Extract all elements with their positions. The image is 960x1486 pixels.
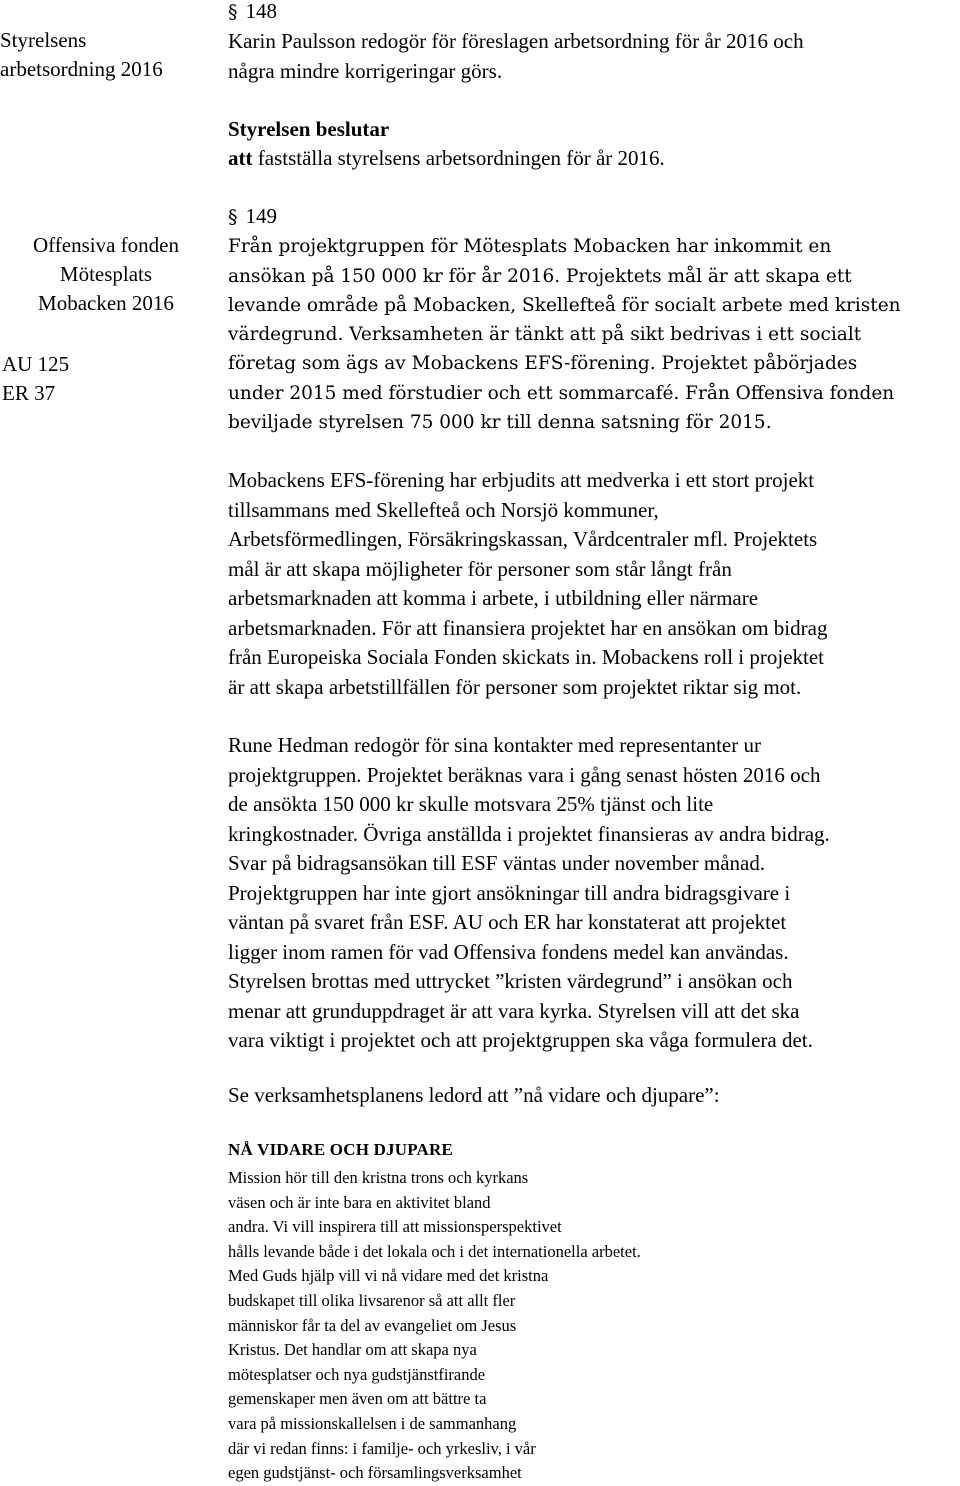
paragraph-line: kringkostnader. Övriga anställda i projektet finansieras av andra bidrag. bbox=[228, 821, 830, 846]
decision-text: fastställa styrelsens arbetsordningen för år 2016. bbox=[252, 146, 665, 171]
paragraph-line: Projektgruppen har inte gjort ansökningar till andra bidragsgivare i bbox=[228, 880, 791, 905]
margin-note-offensiva-fonden bbox=[0, 231, 212, 318]
mission-line: människor får ta del av evangeliet om Jesus bbox=[228, 1315, 517, 1335]
paragraph-line: värdegrund. Verksamheten är tänkt att på sikt bedrivas i ett socialt bbox=[228, 324, 862, 346]
paragraph-line: projektgruppen. Projektet beräknas vara i gång senast hösten 2016 och bbox=[228, 762, 821, 787]
paragraph-line: under 2015 med förstudier och ett sommarcafé. Från Offensiva fonden bbox=[228, 382, 895, 404]
margin-note-line: AU 125 bbox=[2, 352, 70, 376]
mission-line: gemenskaper men även om att bättre ta bbox=[228, 1389, 487, 1409]
section-number-148 bbox=[228, 0, 958, 27]
paragraph-line: tillsammans med Skellefteå och Norsjö kommuner, bbox=[228, 497, 659, 522]
margin-note-line: Mötesplats bbox=[59, 262, 153, 286]
paragraph-line: Från projektgruppen för Mötesplats Mobacken har inkommit en bbox=[228, 236, 832, 258]
paragraph-2 bbox=[228, 466, 958, 702]
mission-line: hålls levande både i det lokala och i det internationella arbetet. bbox=[228, 1241, 641, 1261]
paragraph-line: ligger inom ramen för vad Offensiva fondens medel kan användas. bbox=[228, 939, 789, 964]
margin-note-line: Mobacken 2016 bbox=[38, 291, 174, 315]
mission-line: andra. Vi vill inspirera till att missionsperspektivet bbox=[228, 1217, 562, 1237]
paragraph-line: Svar på bidragsansökan till ESF väntas under november månad. bbox=[228, 851, 766, 875]
mission-line: egen gudstjänst- och församlingsverksamhet bbox=[228, 1463, 522, 1483]
section-149 bbox=[228, 202, 958, 437]
mission-line: mötesplatser och nya gudstjänstfirande bbox=[228, 1364, 486, 1384]
paragraph-line: ansökan på 150 000 kr för år 2016. Projektets mål är att skapa ett bbox=[228, 265, 852, 287]
paragraph-sign-icon: § bbox=[228, 206, 238, 228]
margin-note-line: Styrelsens bbox=[0, 28, 87, 52]
paragraph-line: väntan på svaret från ESF. AU och ER har konstaterat att projektet bbox=[228, 910, 787, 934]
mission-line: Med Guds hjälp vill vi nå vidare med det kristna bbox=[228, 1266, 549, 1286]
margin-note-line: ER 37 bbox=[2, 381, 56, 405]
section-text-line: några mindre korrigeringar görs. bbox=[228, 58, 503, 83]
paragraph-line: vara viktigt i projektet och att projektgruppen ska våga formulera det. bbox=[228, 1028, 813, 1052]
section-number-149 bbox=[228, 202, 958, 232]
mission-line: väsen och är inte bara en aktivitet bland bbox=[228, 1192, 491, 1212]
paragraph-1 bbox=[228, 232, 958, 437]
section-text-line: Karin Paulsson redogör för föreslagen arbetsordning för år 2016 och bbox=[228, 29, 804, 54]
paragraph-line: beviljade styrelsen 75 000 kr till denna satsning för 2015. bbox=[228, 412, 772, 434]
paragraph-line: de ansökta 150 000 kr skulle motsvara 25% tjänst och lite bbox=[228, 792, 714, 816]
paragraph-line: arbetsmarknaden. För att finansiera projektet har en ansökan om bidrag bbox=[228, 615, 828, 640]
section-148 bbox=[228, 0, 958, 173]
paragraph-line: mål är att skapa möjligheter för personer som står långt från bbox=[228, 556, 732, 581]
paragraph-line: från Europeiska Sociala Fonden skickats in. Mobackens roll i projektet bbox=[228, 645, 825, 669]
paragraph-line: företag som ägs av Mobackens EFS-förening. Projektet påbörjades bbox=[228, 353, 858, 375]
paragraph-4 bbox=[228, 1081, 958, 1110]
margin-note-line: arbetsordning 2016 bbox=[0, 57, 163, 81]
mission-line: Mission hör till den kristna trons och kyrkans bbox=[228, 1168, 529, 1187]
paragraph-line: menar att grunduppdraget är att vara kyrka. Styrelsen vill att det ska bbox=[228, 998, 800, 1023]
paragraph-line: Mobackens EFS-förening har erbjudits att medverka i ett stort projekt bbox=[228, 468, 815, 492]
mission-line: där vi redan finns: i familje- och yrkesliv, i vår bbox=[228, 1438, 536, 1458]
section-number: 149 bbox=[245, 204, 277, 228]
mission-title: NÅ VIDARE OCH DJUPARE bbox=[228, 1140, 454, 1159]
margin-note-arbetsordning bbox=[0, 26, 215, 84]
mission-line: budskapet till olika livsarenor så att allt fler bbox=[228, 1290, 516, 1310]
paragraph-line: Rune Hedman redogör för sina kontakter med representanter ur bbox=[228, 733, 761, 757]
decision-att: att bbox=[228, 146, 253, 171]
section-number: 148 bbox=[245, 0, 277, 23]
paragraph-line: Se verksamhetsplanens ledord att ”nå vidare och djupare”: bbox=[228, 1083, 720, 1107]
paragraph-line: är att skapa arbetstillfällen för personer som projektet riktar sig mot. bbox=[228, 674, 802, 699]
decision-heading: Styrelsen beslutar bbox=[228, 116, 390, 141]
paragraph-3 bbox=[228, 731, 958, 1056]
mission-text bbox=[228, 1166, 928, 1486]
paragraph-line: Arbetsförmedlingen, Försäkringskassan, Vårdcentraler mfl. Projektets bbox=[228, 527, 818, 551]
mission-line: vara på missionskallelsen i de sammanhang bbox=[228, 1413, 517, 1433]
paragraph-line: Styrelsen brottas med uttrycket ”kristen värdegrund” i ansökan och bbox=[228, 969, 793, 993]
paragraph-line: levande område på Mobacken, Skellefteå för socialt arbete med kristen bbox=[228, 294, 901, 316]
decision-line bbox=[228, 144, 958, 173]
margin-note-line: Offensiva fonden bbox=[33, 233, 179, 257]
paragraph-line: arbetsmarknaden att komma i arbete, i utbildning eller närmare bbox=[228, 586, 759, 610]
paragraph-sign-icon: § bbox=[228, 1, 238, 23]
margin-note-au-er bbox=[2, 350, 217, 408]
mission-line: Kristus. Det handlar om att skapa nya bbox=[228, 1340, 477, 1360]
